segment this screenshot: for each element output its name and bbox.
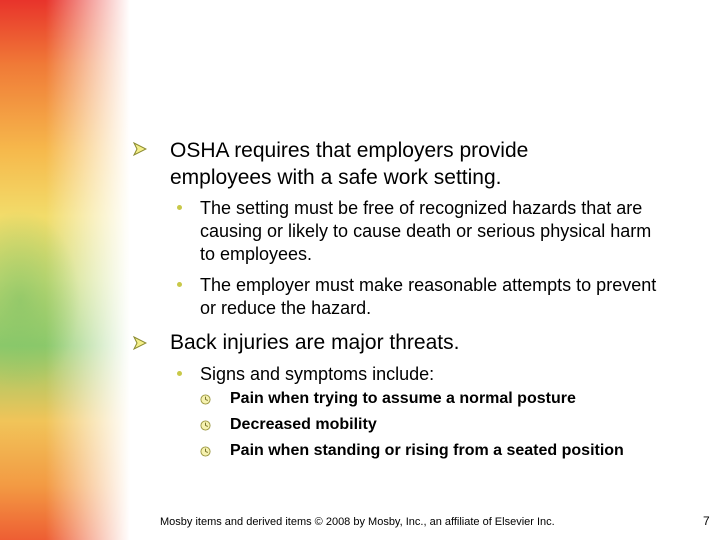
copyright-footer: Mosby items and derived items © 2008 by Mosby, Inc., an affiliate of Elsevier Inc.	[160, 516, 555, 528]
symptom-item: Decreased mobility	[230, 416, 377, 433]
dot-bullet-icon	[177, 205, 182, 210]
sub-bullet-signs-symptoms: Signs and symptoms include:	[200, 364, 435, 384]
sub-bullet-hazard-free: The setting must be free of recognized hazards that are causing or likely to cause death or serious physical harm to employees.	[200, 198, 652, 264]
clock-bullet-icon	[200, 420, 211, 431]
clock-bullet-icon	[200, 446, 211, 457]
clock-bullet-icon	[200, 394, 211, 405]
dot-bullet-icon	[177, 282, 182, 287]
arrow-bullet-icon	[133, 336, 147, 350]
bullet-osha-requirement: OSHA requires that employers provide employees with a safe work setting.	[170, 139, 529, 189]
symptom-item: Pain when trying to assume a normal posture	[230, 390, 576, 407]
dot-bullet-icon	[177, 371, 182, 376]
sub-bullet-reasonable-attempts: The employer must make reasonable attempts to prevent or reduce the hazard.	[200, 275, 657, 318]
bullet-back-injuries: Back injuries are major threats.	[170, 331, 460, 354]
page-number: 7	[703, 514, 710, 528]
decorative-gradient-bar	[0, 0, 130, 540]
symptom-item: Pain when standing or rising from a seated position	[230, 442, 624, 459]
arrow-bullet-icon	[133, 142, 147, 156]
